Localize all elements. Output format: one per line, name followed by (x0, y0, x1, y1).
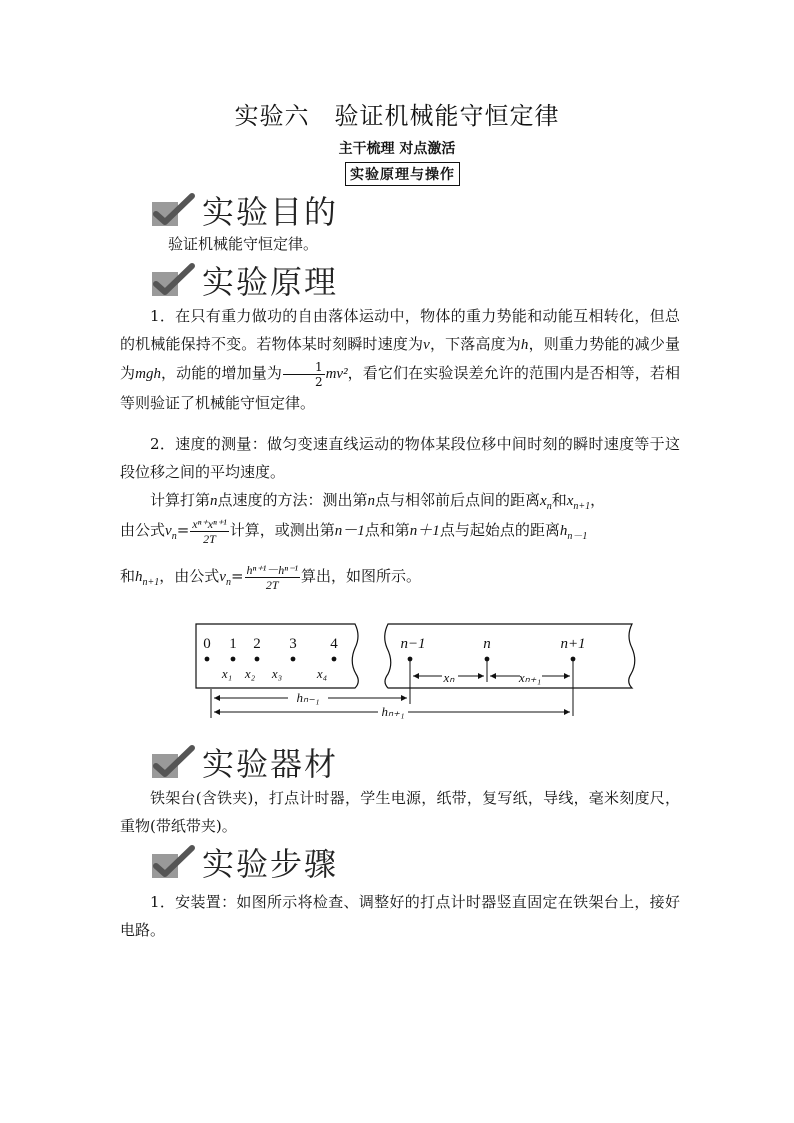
x-label-2: x₂ (244, 666, 256, 681)
tape-dot (255, 657, 260, 662)
point-label-n-minus-1: n−1 (400, 636, 426, 652)
section-heading: 实验步骤 (202, 845, 339, 883)
checkmark-icon (152, 192, 196, 228)
boxed-heading: 实验原理与操作 (345, 162, 460, 186)
xn-label: xₙ (443, 670, 455, 685)
point-label-3: 3 (289, 636, 297, 652)
principle-paragraph-4: 由公式$v_n=$ $\frac{\text{xⁿ⁺xⁿ⁺¹}}{2T}$ 计算，或测出第n－1点和第n＋1点与起始点的距离$h_{n-1}$ (120, 516, 588, 546)
section-steps-heading (152, 840, 338, 884)
tape-dot (408, 657, 413, 662)
xn1-label: xₙ₊₁ (518, 670, 542, 685)
x-label-4: x₄ (316, 666, 328, 681)
section-heading: 实验原理 (202, 263, 339, 301)
tape-dot (291, 657, 296, 662)
checkmark-icon (152, 744, 196, 780)
principle-paragraph-1: 1．在只有重力做功的自由落体运动中，物体的重力势能和动能互相转化，但总的机械能保持不变。若物体某时刻瞬时速度为v，下落高度为h，则重力势能的减少量为mgh，动能的增加量为 $\frac{1}{2}$ mv²，看它们在实验误差允许的范围内是否相等，若相等则验证了机械能守恒定律。 (120, 307, 680, 412)
point-label-2: 2 (253, 636, 261, 652)
fraction-height: $\frac{\text{hⁿ⁺¹－hⁿ⁻¹}}{2T}$ (246, 562, 298, 592)
tape-dot (485, 657, 490, 662)
point-label-n-plus-1: n+1 (560, 636, 586, 652)
tape-dot (231, 657, 236, 662)
tape-dot (332, 657, 337, 662)
section-heading: 实验目的 (202, 193, 339, 231)
fraction-velocity: $\frac{\text{xⁿ⁺xⁿ⁺¹}}{2T}$ (192, 516, 227, 546)
h-n-minus-1-label: hₙ₋₁ (296, 690, 320, 705)
principle-paragraph-3: 计算打第n点速度的方法：测出第n点与相邻前后点间的距离$x_n$和$x_{n+1}$， (150, 491, 606, 512)
checkmark-icon (152, 844, 196, 880)
section-heading: 实验器材 (202, 745, 339, 783)
point-label-1: 1 (229, 636, 237, 652)
paper-tape-diagram (180, 612, 640, 732)
subtitle: 主干梳理 对点激活 (338, 141, 456, 157)
section-purpose-heading (152, 188, 338, 232)
principle-paragraph-2: 2．速度的测量：做匀变速直线运动的物体某段位移中间时刻的瞬时速度等于这段位移之间的平均速度。 (120, 435, 680, 481)
h-n-plus-1-label: hₙ₊₁ (381, 704, 405, 719)
page-title: 实验六 验证机械能守恒定律 (234, 102, 560, 130)
point-label-0: 0 (203, 636, 211, 652)
principle-paragraph-5: 和$h_{n+1}$，由公式$v_n=$ $\frac{\text{hⁿ⁺¹－hⁿ⁻¹}}{2T}$ 算出，如图所示。 (120, 562, 421, 592)
steps-text: 1．安装置：如图所示将检查、调整好的打点计时器竖直固定在铁架台上，接好电路。 (120, 893, 680, 939)
equipment-text: 铁架台(含铁夹)，打点计时器，学生电源，纸带，复写纸，导线，毫米刻度尺，重物(带纸带夹)。 (120, 789, 680, 835)
tape-right-segment (385, 624, 635, 688)
x-label-3: x₃ (271, 666, 283, 681)
point-label-n: n (483, 636, 491, 652)
point-label-4: 4 (330, 636, 338, 652)
x-label-1: x₁ (221, 666, 233, 681)
tape-dot (205, 657, 210, 662)
tape-dot (571, 657, 576, 662)
fraction-one-half: $\frac{1}{2}$ (283, 360, 325, 389)
purpose-text: 验证机械能守恒定律。 (168, 235, 319, 253)
section-equipment-heading (152, 740, 338, 784)
section-principle-heading (152, 258, 338, 302)
checkmark-icon (152, 262, 196, 298)
